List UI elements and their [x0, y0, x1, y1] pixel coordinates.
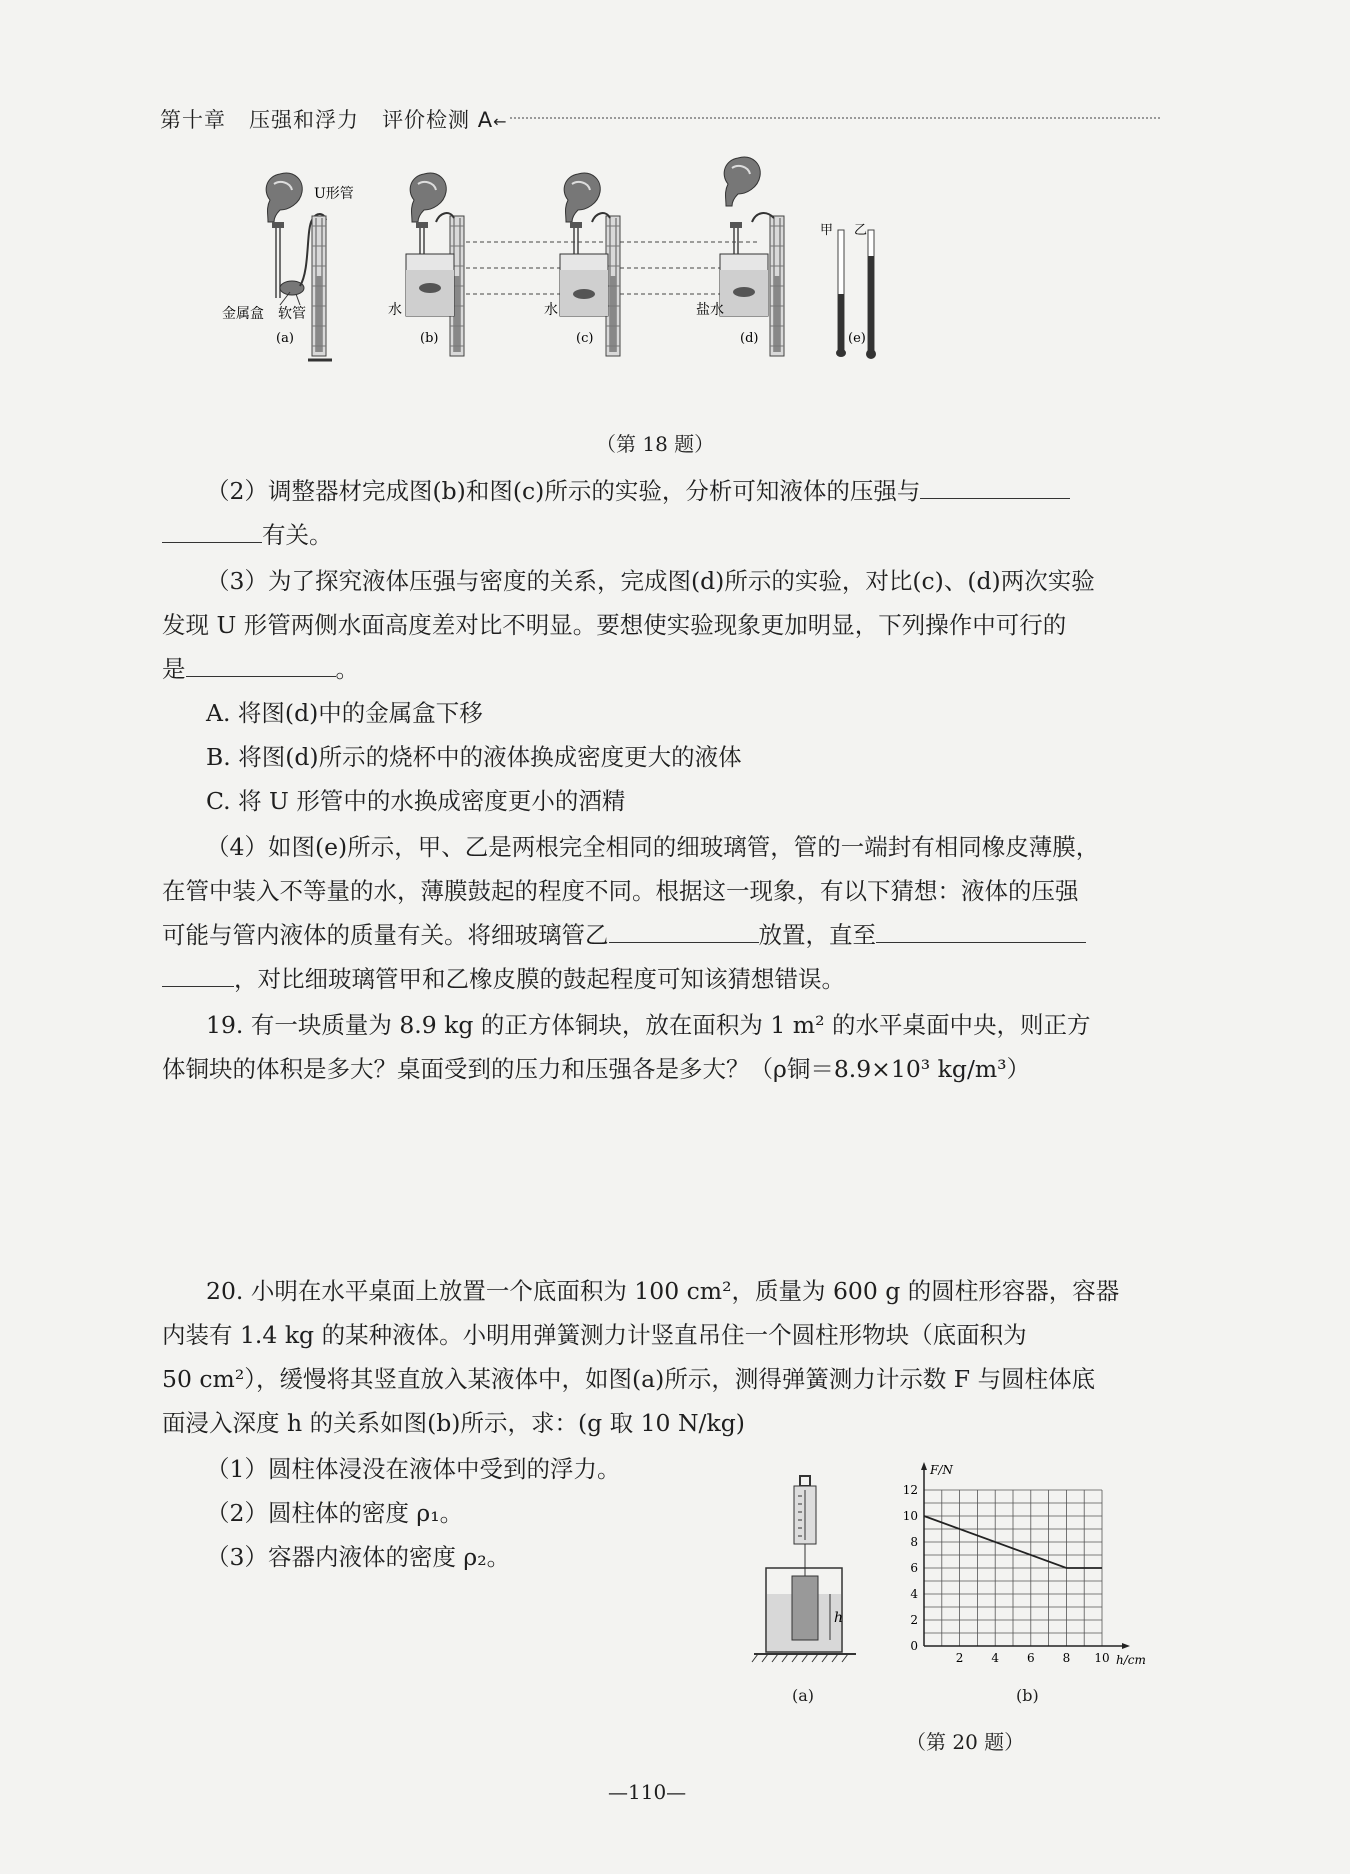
fig20b-label: (b)	[1016, 1686, 1039, 1705]
q19-line1: 19. 有一块质量为 8.9 kg 的正方体铜块，放在面积为 1 m² 的水平桌面中央，则正方	[206, 1011, 1091, 1039]
q18-p2-line2: 有关。	[162, 520, 1162, 550]
label-water-c: 水	[544, 302, 558, 318]
sub-a: (a)	[276, 331, 294, 346]
q20-line4: 面浸入深度 h 的关系如图(b)所示，求：(g 取 10 N/kg)	[162, 1409, 745, 1437]
chapter-label: 第十章	[160, 108, 226, 132]
label-water-b: 水	[388, 302, 402, 318]
label-h: h	[834, 1610, 844, 1626]
header-rule	[510, 117, 1160, 119]
y-tick-label: 12	[902, 1483, 918, 1497]
q18-p3-line3: 是 。	[162, 655, 359, 683]
y-tick-label: 8	[910, 1535, 918, 1549]
q18-p3-line1: （3）为了探究液体压强与密度的关系，完成图(d)所示的实验，对比(c)、(d)两次实验	[206, 567, 1095, 595]
q18-p2-line1: （2）调整器材完成图(b)和图(c)所示的实验，分析可知液体的压强与	[206, 476, 1206, 506]
blank[interactable]	[162, 520, 262, 543]
x-tick-label: 6	[1026, 1651, 1035, 1665]
blank[interactable]	[876, 920, 1086, 943]
x-tick-label: 8	[1062, 1651, 1071, 1665]
blank[interactable]	[186, 654, 336, 677]
sub-c: (c)	[576, 331, 594, 346]
figure-18	[222, 170, 1120, 420]
q20-sub1: （1）圆柱体浸没在液体中受到的浮力。	[206, 1455, 621, 1483]
x-axis-label: h/cm	[1116, 1653, 1146, 1667]
blank[interactable]	[609, 920, 759, 943]
sub-e: (e)	[848, 331, 866, 346]
test-label: 评价检测 A	[382, 108, 494, 132]
q19-line2: 体铜块的体积是多大？桌面受到的压力和压强各是多大？（ρ铜＝8.9×10³ kg/m³）	[162, 1055, 1031, 1083]
q20-line1: 20. 小明在水平桌面上放置一个底面积为 100 cm²，质量为 600 g 的圆柱形容器，容器	[206, 1277, 1120, 1305]
figure-20a	[748, 1474, 868, 1704]
caption-18: （第 18 题）	[596, 432, 715, 456]
y-axis-label: F/N	[930, 1463, 953, 1477]
apparatus-c	[560, 173, 620, 356]
arrow-left-icon: ←	[493, 112, 508, 131]
sub-d: (d)	[740, 331, 759, 346]
label-u-tube: U形管	[314, 186, 354, 202]
y-tick-label: 6	[910, 1561, 918, 1575]
blank[interactable]	[920, 476, 1070, 499]
fig20a-label: (a)	[792, 1686, 815, 1705]
q20-line2: 内装有 1.4 kg 的某种液体。小明用弹簧测力计竖直吊住一个圆柱形物块（底面积为	[162, 1321, 1027, 1349]
apparatus-b	[406, 173, 464, 356]
y-tick-label: 2	[910, 1613, 918, 1627]
q18-p4-line1: （4）如图(e)所示，甲、乙是两根完全相同的细玻璃管，管的一端封有相同橡皮薄膜，	[206, 833, 1100, 861]
label-yi: 乙	[854, 223, 868, 238]
x-tick-label: 10	[1094, 1651, 1110, 1665]
apparatus-d	[720, 157, 784, 356]
y-tick-label: 4	[910, 1587, 918, 1601]
x-tick-label: 2	[955, 1651, 964, 1665]
label-hose: 软管	[278, 306, 306, 322]
q18-p4-line3: 可能与管内液体的质量有关。将细玻璃管乙 放置，直至	[162, 920, 1162, 950]
x-axis-arrow-icon	[1122, 1643, 1130, 1649]
q18-p3-line2: 发现 U 形管两侧水面高度差对比不明显。要想使实验现象更加明显，下列操作中可行的	[162, 611, 1067, 639]
q18-option-a: A. 将图(d)中的金属盒下移	[206, 699, 483, 727]
sub-b: (b)	[420, 331, 439, 346]
q18-option-b: B. 将图(d)所示的烧杯中的液体换成密度更大的液体	[206, 743, 742, 771]
figure-20b-chart	[880, 1446, 1170, 1676]
y-tick-label: 0	[910, 1639, 918, 1653]
page-number: —110—	[608, 1780, 687, 1804]
blank[interactable]	[162, 964, 234, 987]
q20-line3: 50 cm²），缓慢将其竖直放入某液体中，如图(a)所示，测得弹簧测力计示数 F 与圆柱体底	[162, 1365, 1096, 1393]
q20-sub2: （2）圆柱体的密度 ρ₁。	[206, 1499, 464, 1527]
y-axis-arrow-icon	[921, 1462, 927, 1470]
caption-20: （第 20 题）	[906, 1730, 1025, 1754]
y-tick-label: 10	[902, 1509, 918, 1523]
q20-sub3: （3）容器内液体的密度 ρ₂。	[206, 1543, 511, 1571]
chapter-topic: 压强和浮力	[249, 108, 360, 132]
label-jia: 甲	[820, 223, 834, 238]
q18-p4-line4: ，对比细玻璃管甲和乙橡皮膜的鼓起程度可知该猜想错误。	[162, 964, 1162, 994]
label-metal-box: 金属盒	[222, 306, 264, 322]
label-saltwater: 盐水	[696, 302, 724, 318]
x-tick-label: 4	[991, 1651, 1000, 1665]
q18-option-c: C. 将 U 形管中的水换成密度更小的酒精	[206, 787, 626, 815]
page-header	[160, 104, 508, 134]
q18-p4-line2: 在管中装入不等量的水，薄膜鼓起的程度不同。根据这一现象，有以下猜想：液体的压强	[162, 877, 1079, 905]
